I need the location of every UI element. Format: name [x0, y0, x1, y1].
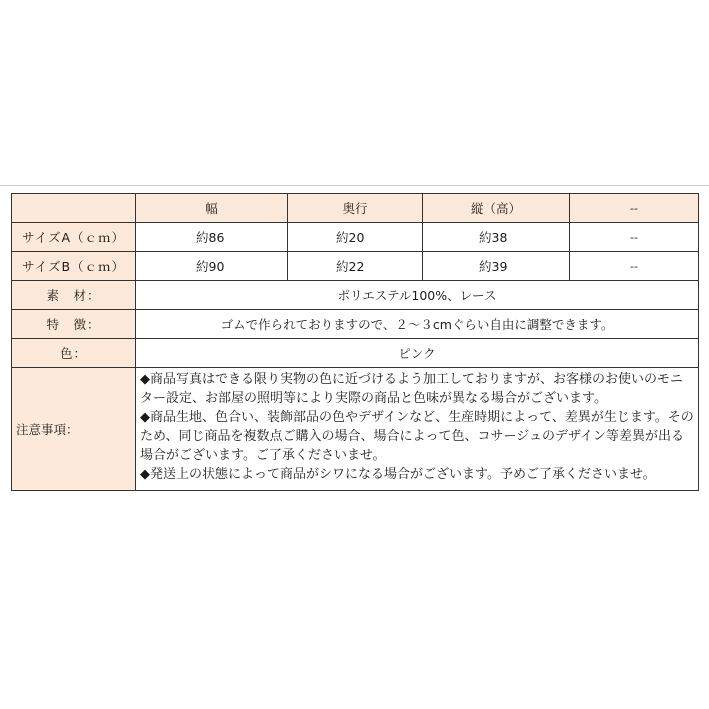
size-a-extra: --: [570, 223, 699, 252]
size-a-height: 約38: [423, 223, 570, 252]
header-blank: [12, 194, 136, 223]
header-depth: 奥行: [288, 194, 423, 223]
size-b-height: 約39: [423, 252, 570, 281]
header-width: 幅: [136, 194, 288, 223]
color-label: 色：: [12, 339, 136, 368]
size-b-row: [12, 252, 699, 281]
feature-row: [12, 310, 699, 339]
size-b-label: サイズB（ｃｍ）: [12, 252, 136, 281]
material-value: ポリエステル100%、レース: [136, 281, 699, 310]
size-b-width: 約90: [136, 252, 288, 281]
size-a-depth: 約20: [288, 223, 423, 252]
header-height: 縦（高）: [423, 194, 570, 223]
note-item-1: ◆商品写真はできる限り実物の色に近づけるよう加工しておりますが、お客様のお使いのモニター設定、お部屋の照明等により実際の商品と色味が異なる場合がございます。: [140, 372, 683, 406]
size-b-extra: --: [570, 252, 699, 281]
spec-table: [11, 193, 699, 491]
size-a-width: 約86: [136, 223, 288, 252]
feature-value: ゴムで作られておりますので、２～３cmぐらい自由に調整できます。: [136, 310, 699, 339]
color-row: [12, 339, 699, 368]
size-a-label: サイズA（ｃｍ）: [12, 223, 136, 252]
header-extra: --: [570, 194, 699, 223]
notes-label: 注意事項：: [12, 368, 136, 491]
color-value: ピンク: [136, 339, 699, 368]
material-label: 素 材：: [12, 281, 136, 310]
note-item-2: ◆商品生地、色合い、装飾部品の色やデザインなど、生産時期によって、差異が生じます。そのため、同じ商品を複数点ご購入の場合、場合によって色、コサージュのデザイン等差異が出る場合がございます。ご了承くださいませ。: [140, 410, 694, 463]
material-row: [12, 281, 699, 310]
notes-body: [136, 368, 699, 491]
header-row: [12, 194, 699, 223]
notes-row: [12, 368, 699, 491]
size-a-row: [12, 223, 699, 252]
note-item-3: ◆発送上の状態によって商品がシワになる場合がございます。予めご了承くださいませ。: [140, 467, 656, 482]
size-b-depth: 約22: [288, 252, 423, 281]
feature-label: 特 徴：: [12, 310, 136, 339]
